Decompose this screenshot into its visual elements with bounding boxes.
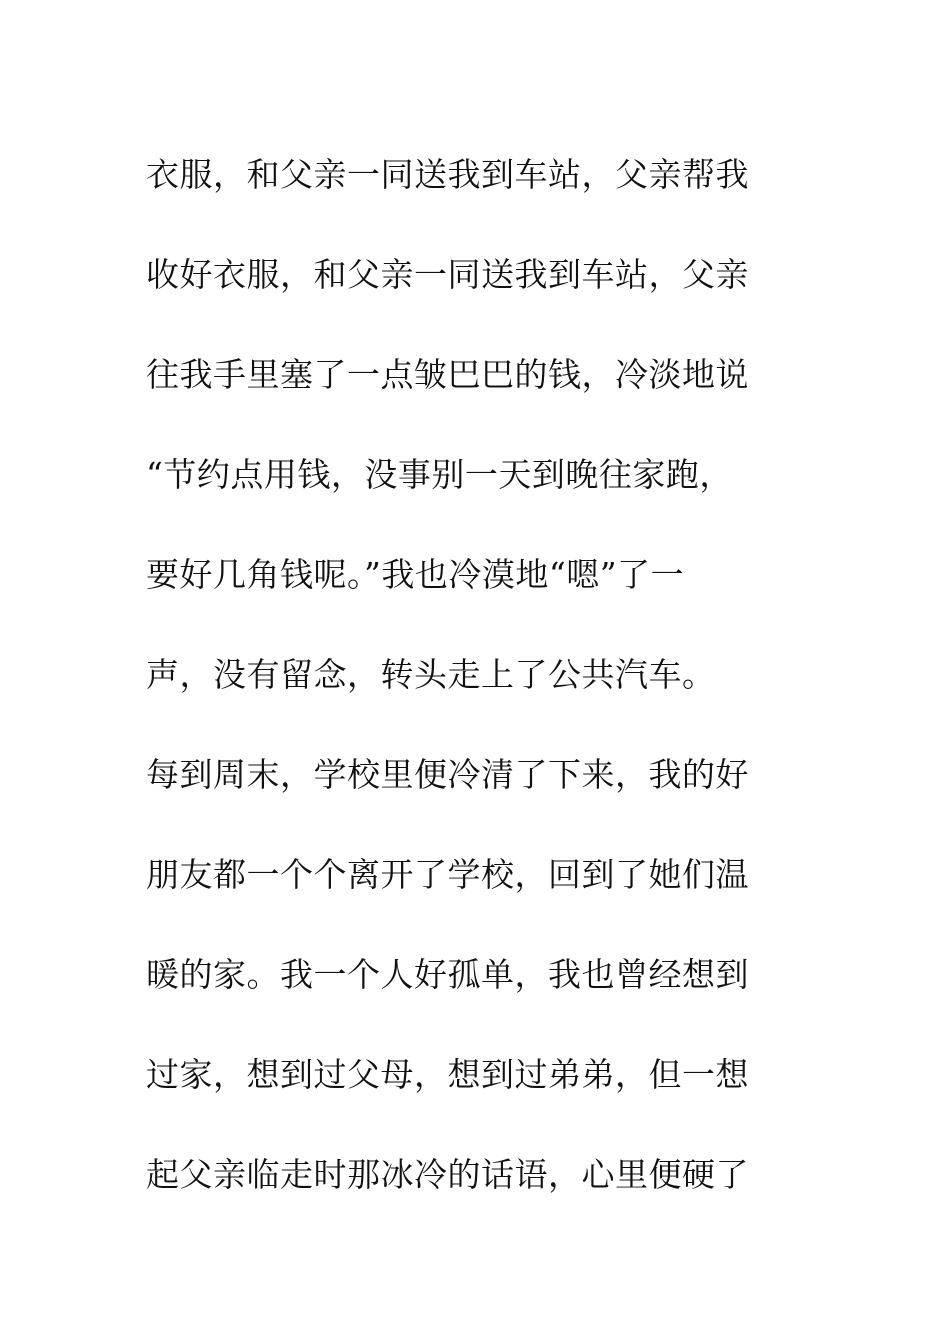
text-line-6: 声，没有留念，转头走上了公共汽车。 xyxy=(146,655,716,694)
text-line-4: “节约点用钱，没事别一天到晚往家跑， xyxy=(146,455,733,494)
document-body-text xyxy=(146,125,806,1225)
text-line-5: 要好几角钱呢。”我也冷漠地“嗯”了一 xyxy=(146,555,685,594)
text-line-3: 往我手里塞了一点皱巴巴的钱，冷淡地说 xyxy=(146,355,749,394)
text-line-7: 每到周末，学校里便冷清了下来，我的好 xyxy=(146,755,749,794)
text-line-11: 起父亲临走时那冰冷的话语，心里便硬了 xyxy=(146,1155,749,1194)
text-line-10: 过家，想到过父母，想到过弟弟，但一想 xyxy=(146,1055,749,1094)
text-line-2: 收好衣服，和父亲一同送我到车站，父亲 xyxy=(146,255,749,294)
text-line-8: 朋友都一个个离开了学校，回到了她们温 xyxy=(146,855,749,894)
text-line-1: 衣服，和父亲一同送我到车站，父亲帮我 xyxy=(146,155,749,194)
text-line-9: 暖的家。我一个人好孤单，我也曾经想到 xyxy=(146,955,749,994)
